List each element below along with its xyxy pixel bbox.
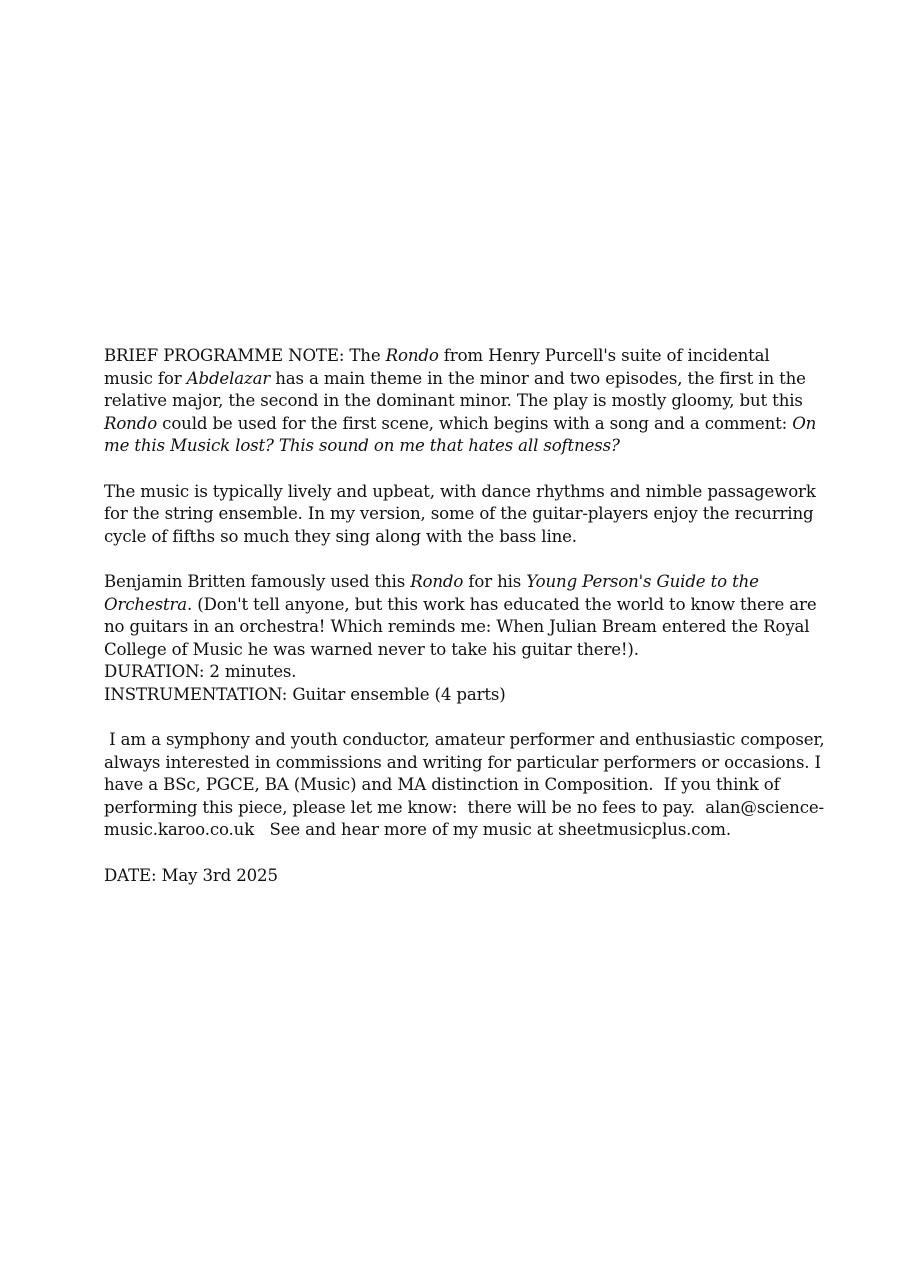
- text-line: College of Music he was warned never to take his guitar there!).: [104, 639, 639, 659]
- text-line: for the string ensemble. In my version, some of the guitar-players enjoy the recurring: [104, 504, 814, 524]
- text-line: no guitars in an orchestra! Which reminds me: When Julian Bream entered the Royal: [104, 617, 810, 637]
- text-line: [104, 413, 844, 436]
- text-run: . (Don't tell anyone, but this work has educated the world to know there are: [187, 594, 817, 614]
- italic-title: Orchestra: [104, 594, 187, 614]
- britten-paragraph: [104, 571, 844, 707]
- italic-title: Rondo: [104, 413, 158, 433]
- text-line: [104, 435, 844, 458]
- italic-title: Abdelazar: [186, 368, 271, 388]
- composer-bio-paragraph: [104, 729, 844, 842]
- italic-quote: me this Musick lost? This sound on me that hates all softness?: [104, 436, 620, 456]
- text-line: I am a symphony and youth conductor, amateur performer and enthusiastic composer,: [104, 730, 825, 750]
- text-line: cycle of fifths so much they sing along with the bass line.: [104, 526, 577, 546]
- italic-quote: On: [792, 413, 817, 433]
- italic-title: Rondo: [410, 571, 464, 591]
- text-line: always interested in commissions and writing for particular performers or occasions. I: [104, 752, 821, 772]
- text-line: The music is typically lively and upbeat, with dance rhythms and nimble passagework: [104, 481, 816, 501]
- text-line: performing this piece, please let me know: there will be no fees to pay. alan@science-: [104, 797, 824, 817]
- paragraph-gap: [104, 842, 844, 865]
- text-line: relative major, the second in the dominant minor. The play is mostly gloomy, but this: [104, 391, 803, 411]
- italic-title: Young Person's Guide to the: [526, 571, 759, 591]
- text-line: [104, 345, 844, 368]
- text-run: Benjamin Britten famously used this: [104, 571, 411, 591]
- text-line: [104, 571, 844, 594]
- italic-title: Rondo: [385, 346, 439, 365]
- text-run: music for: [104, 368, 187, 388]
- text-run: BRIEF PROGRAMME NOTE: The: [104, 346, 386, 365]
- text-run: for his: [463, 571, 527, 591]
- text-run: could be used for the first scene, which begins with a song and a comment:: [157, 413, 793, 433]
- date-line: DATE: May 3rd 2025: [104, 865, 278, 885]
- paragraph-gap: [104, 458, 844, 481]
- text-line: [104, 368, 844, 391]
- instrumentation-line: INSTRUMENTATION: Guitar ensemble (4 parts): [104, 684, 506, 704]
- text-line: have a BSc, PGCE, BA (Music) and MA distinction in Composition. If you think of: [104, 775, 780, 795]
- text-run: has a main theme in the minor and two episodes, the first in the: [270, 368, 806, 388]
- text-line: [104, 594, 844, 617]
- text-run: from Henry Purcell's suite of incidental: [438, 346, 770, 365]
- duration-line: DURATION: 2 minutes.: [104, 662, 297, 682]
- programme-note-paragraph: [104, 345, 844, 458]
- text-line: music.karoo.co.uk See and hear more of my music at sheetmusicplus.com.: [104, 820, 731, 840]
- description-paragraph: [104, 481, 844, 549]
- paragraph-gap: [104, 707, 844, 730]
- document-body: [104, 345, 844, 887]
- paragraph-gap: [104, 548, 844, 571]
